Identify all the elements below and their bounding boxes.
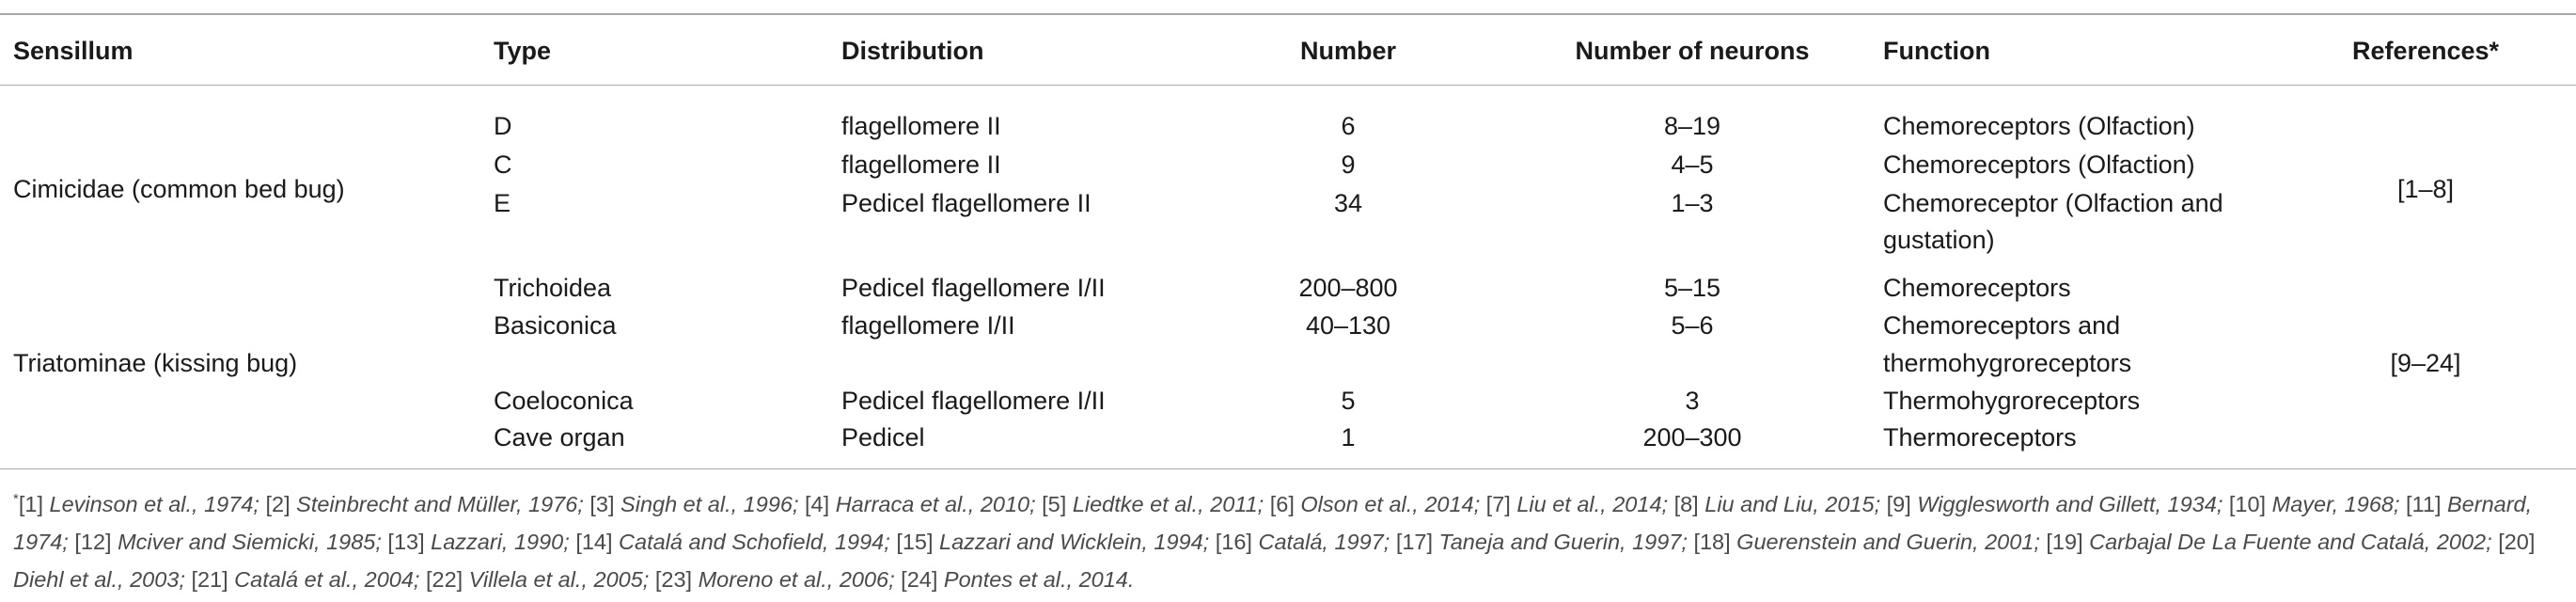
footnote-reference-text: Pontes et al., 2014.: [937, 567, 1135, 592]
footnote-reference-text: Liu and Liu, 2015;: [1698, 492, 1881, 516]
footnote-reference: [74, 530, 382, 554]
footnote-reference: [19, 492, 259, 516]
footnote-reference-text: Mciver and Siemicki, 1985;: [111, 530, 382, 554]
footnote-reference-number: [1]: [18, 492, 43, 516]
footnote-reference-text: Singh et al., 1996;: [614, 492, 799, 516]
type-cell: C: [494, 150, 512, 179]
footnote-reference-text: Catalá et al., 2004;: [228, 567, 420, 592]
footnote-reference-text: Harraca et al., 2010;: [829, 492, 1036, 516]
number-cell: 40–130: [1305, 311, 1391, 340]
footnote-reference: [1693, 530, 2039, 554]
footnote-reference: [1486, 492, 1668, 516]
footnote-reference-number: [11]: [2406, 492, 2442, 516]
footnote-reference: [2046, 530, 2491, 554]
footnote-reference-number: [3]: [589, 492, 615, 516]
header-function: Function: [1883, 37, 1990, 65]
footnote-reference-number: [22]: [425, 567, 463, 592]
footnote-reference-text: Catalá, 1997;: [1251, 530, 1390, 554]
number-cell: 34: [1333, 189, 1363, 217]
sensillum-cell: Cimicidae (common bed bug): [13, 175, 345, 203]
footnote-reference-number: [21]: [191, 567, 228, 592]
type-cell: Cave organ: [494, 423, 625, 452]
footnote-reference: [265, 492, 583, 516]
distribution-cell: flagellomere II: [841, 112, 1001, 140]
footnote-reference: [1674, 492, 1881, 516]
footnote-reference-text: Levinson et al., 1974;: [42, 492, 259, 516]
footnote-reference-text: Liu et al., 2014;: [1510, 492, 1669, 516]
neurons-cell: 5–15: [1663, 274, 1721, 302]
footnote-reference: [575, 530, 889, 554]
neurons-cell: 200–300: [1642, 423, 1742, 452]
neurons-cell: 3: [1685, 387, 1700, 415]
function-cell: Chemoreceptors (Olfaction): [1883, 112, 2195, 140]
footnote-reference: [655, 567, 895, 592]
header-rule: [0, 85, 2576, 86]
footnote-reference: [896, 530, 1209, 554]
footnote-reference-text: Guerenstein and Guerin, 2001;: [1730, 530, 2040, 554]
footnote-reference: [901, 567, 1134, 592]
type-cell: Coeloconica: [494, 387, 634, 415]
function-cell: Chemoreceptors and: [1883, 311, 2121, 340]
footnote-reference-number: [9]: [1886, 492, 1911, 516]
footnote-reference-number: [23]: [654, 567, 693, 592]
footnote-reference-number: [20]: [2498, 530, 2536, 554]
footnote-reference-number: [8]: [1673, 492, 1699, 516]
type-cell: D: [494, 112, 512, 140]
sensillum-cell: Triatominae (kissing bug): [13, 349, 298, 377]
footnote-reference-number: [7]: [1485, 492, 1511, 516]
footnote-reference-text: Carbajal De La Fuente and Catalá, 2002;: [2082, 530, 2492, 554]
footnote-reference-number: [5]: [1042, 492, 1067, 516]
footnote-reference: [1270, 492, 1480, 516]
header-distribution: Distribution: [841, 37, 984, 65]
footnote-reference: [1216, 530, 1390, 554]
function-cell-continued: thermohygroreceptors: [1883, 349, 2132, 377]
distribution-cell: Pedicel flagellomere I/II: [841, 387, 1106, 415]
neurons-cell: 5–6: [1671, 311, 1714, 340]
footnote-reference: [1396, 530, 1688, 554]
number-cell: 9: [1341, 150, 1356, 179]
footnote-reference-text: Wigglesworth and Gillett, 1934;: [1910, 492, 2223, 516]
footnote-reference-number: [13]: [387, 530, 425, 554]
footnote-entries: [13, 492, 2535, 592]
footnote-marker: *: [13, 491, 19, 508]
header-number: Number: [1299, 37, 1396, 65]
number-cell: 200–800: [1298, 274, 1398, 302]
footnote-reference-text: Villela et al., 2005;: [463, 567, 650, 592]
footnote-reference: [2229, 492, 2400, 516]
footnote-reference-text: Mayer, 1968;: [2266, 492, 2400, 516]
references-cell: [9–24]: [2390, 349, 2461, 377]
footnote-reference-text: Bernard, 1974;: [13, 492, 2533, 554]
number-cell: 6: [1341, 112, 1356, 140]
footnote-reference: [1887, 492, 2223, 516]
header-sensillum: Sensillum: [13, 37, 134, 65]
footnote: [13, 485, 2566, 598]
neurons-cell: 4–5: [1671, 150, 1714, 179]
footnote-reference-text: Lazzari and Wicklein, 1994;: [933, 530, 1210, 554]
distribution-cell: Pedicel: [841, 423, 925, 452]
footnote-reference-text: Diehl et al., 2003;: [13, 567, 185, 592]
neurons-cell: 1–3: [1671, 189, 1714, 217]
footnote-reference-number: [16]: [1215, 530, 1252, 554]
type-cell: Basiconica: [494, 311, 617, 340]
distribution-cell: Pedicel flagellomere II: [841, 189, 1092, 217]
distribution-cell: Pedicel flagellomere I/II: [841, 274, 1106, 302]
function-cell: Thermohygroreceptors: [1883, 387, 2141, 415]
type-cell: E: [494, 189, 511, 217]
footnote-reference: [805, 492, 1036, 516]
footnote-reference-text: Moreno et al., 2006;: [692, 567, 895, 592]
footnote-reference: [589, 492, 798, 516]
footnote-reference: [426, 567, 649, 592]
neurons-cell: 8–19: [1663, 112, 1721, 140]
references-cell: [1–8]: [2396, 175, 2455, 203]
footnote-reference-number: [4]: [805, 492, 830, 516]
number-cell: 5: [1341, 387, 1356, 415]
header-number-of-neurons: Number of neurons: [1575, 37, 1810, 65]
function-cell: Thermoreceptors: [1883, 423, 2077, 452]
footnote-reference-text: Steinbrecht and Müller, 1976;: [290, 492, 584, 516]
function-cell: Chemoreceptor (Olfaction and: [1883, 189, 2223, 217]
type-cell: Trichoidea: [494, 274, 612, 302]
footnote-reference-text: Catalá and Schofield, 1994;: [612, 530, 890, 554]
footnote-reference-number: [19]: [2046, 530, 2083, 554]
function-cell: Chemoreceptors: [1883, 274, 2071, 302]
footnote-reference-text: Taneja and Guerin, 1997;: [1433, 530, 1688, 554]
footnote-reference-number: [15]: [896, 530, 934, 554]
footnote-reference-number: [12]: [74, 530, 112, 554]
function-cell-continued: gustation): [1883, 226, 1995, 254]
footnote-reference-number: [24]: [901, 567, 938, 592]
footnote-reference-number: [14]: [575, 530, 613, 554]
header-type: Type: [494, 37, 552, 65]
footnote-reference-number: [17]: [1395, 530, 1434, 554]
number-cell: 1: [1341, 423, 1356, 452]
distribution-cell: flagellomere II: [841, 150, 1001, 179]
header-references: References*: [2351, 37, 2500, 65]
footnote-reference: [191, 567, 419, 592]
footnote-reference-number: [2]: [265, 492, 291, 516]
footnote-reference: [1042, 492, 1264, 516]
footnote-reference: [387, 530, 569, 554]
footnote-reference-text: Lazzari, 1990;: [424, 530, 570, 554]
top-rule: [0, 13, 2576, 15]
footnote-reference-number: [6]: [1269, 492, 1295, 516]
footnote-reference-text: Olson et al., 2014;: [1294, 492, 1481, 516]
function-cell: Chemoreceptors (Olfaction): [1883, 150, 2195, 179]
footnote-reference-text: Liedtke et al., 2011;: [1066, 492, 1264, 516]
footnote-reference-number: [18]: [1693, 530, 1731, 554]
footnote-reference-number: [10]: [2228, 492, 2267, 516]
distribution-cell: flagellomere I/II: [841, 311, 1015, 340]
bottom-rule: [0, 468, 2576, 469]
